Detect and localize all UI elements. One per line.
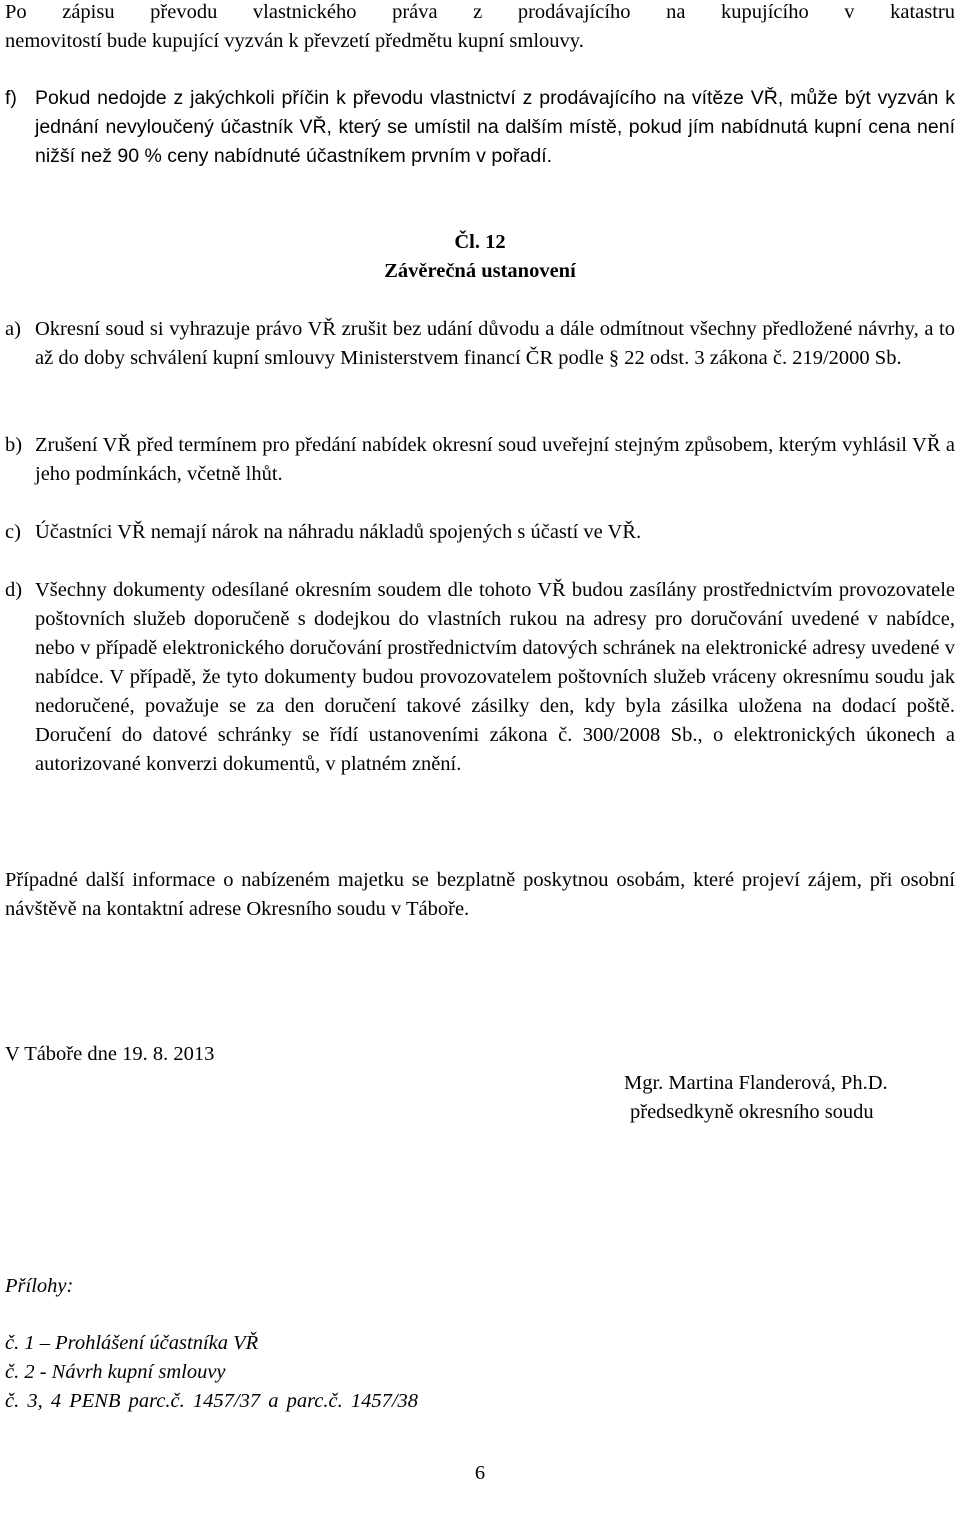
article-number: Čl. 12 (454, 231, 506, 253)
intro-line-1: Po zápisu převodu vlastnického práva z prodávajícího na kupujícího v katastru (5, 1, 955, 23)
item-f-marker: f) (5, 87, 17, 109)
item-c-text: Účastníci VŘ nemají nárok na náhradu nákladů spojených s účastí ve VŘ. (35, 521, 642, 543)
item-a-text: Okresní soud si vyhrazuje právo VŘ zrušit bez udání důvodu a dále odmítnout všechny předložené návrhy, a to až do doby schválení kupní smlouvy Ministerstvem financí ČR podle § 22 odst. 3 zákona č. 219/2000 Sb. (35, 318, 955, 369)
attachment-item-3: č. 3, 4 PENB parc.č. 1457/37 a parc.č. 1457/38 (5, 1390, 419, 1412)
item-c-marker: c) (5, 521, 21, 543)
closing-paragraph: Případné další informace o nabízeném majetku se bezplatně poskytnou osobám, které projeví zájem, při osobní návštěvě na kontaktní adrese Okresního soudu v Táboře. (5, 869, 955, 920)
item-a-marker: a) (5, 318, 21, 340)
page-number: 6 (474, 1462, 486, 1484)
attachment-item-2: č. 2 - Návrh kupní smlouvy (5, 1361, 226, 1383)
item-d (5, 576, 955, 779)
item-b-marker: b) (5, 434, 23, 456)
item-d-marker: d) (5, 579, 23, 601)
item-b (5, 431, 955, 489)
item-f (5, 84, 955, 171)
signature-name: Mgr. Martina Flanderová, Ph.D. (624, 1072, 888, 1094)
item-b-text: Zrušení VŘ před termínem pro předání nabídek okresní soud uveřejní stejným způsobem, kterým vyhlásil VŘ a jeho podmínkách, včetně lhůt. (35, 434, 955, 485)
item-a (5, 315, 955, 373)
attachment-item-1: č. 1 – Prohlášení účastníka VŘ (5, 1332, 259, 1354)
date-place: V Táboře dne 19. 8. 2013 (5, 1043, 215, 1065)
item-c (5, 518, 955, 547)
article-title: Závěrečná ustanovení (384, 260, 576, 282)
signature-role: předsedkyně okresního soudu (630, 1101, 874, 1123)
item-f-text: Pokud nedojde z jakýchkoli příčin k převodu vlastnictví z prodávajícího na vítěze VŘ, může být vyzván k jednání nevyloučený účastník VŘ, který se umístil na dalším místě, pokud jím nabídnutá kupní cena není nižší než 90 % ceny nabídnuté účastníkem prvním v pořadí. (35, 87, 955, 167)
attachments-heading: Přílohy: (5, 1275, 74, 1297)
item-d-text: Všechny dokumenty odesílané okresním soudem dle tohoto VŘ budou zasílány prostřednictvím provozovatele poštovních služeb doporučeně s dodejkou do vlastních rukou na adresy pro doručování uvedené v nabídce, nebo v případě elektronického doručování prostřednictvím datových schránek na elektronické adresy uvedené v nabídce. V případě, že tyto dokumenty budou provozovatelem poštovních služeb vráceny okresnímu soudu jak nedoručené, považuje se za den doručení takové zásilky den, kdy byla zásilka uložena na dodací poště. Doručení do datové schránky se řídí ustanoveními zákona č. 300/2008 Sb., o elektronických úkonech a autorizované konverzi dokumentů, v platném znění. (35, 579, 955, 775)
intro-line-2: nemovitostí bude kupující vyzván k převzetí předmětu kupní smlouvy. (5, 30, 584, 52)
